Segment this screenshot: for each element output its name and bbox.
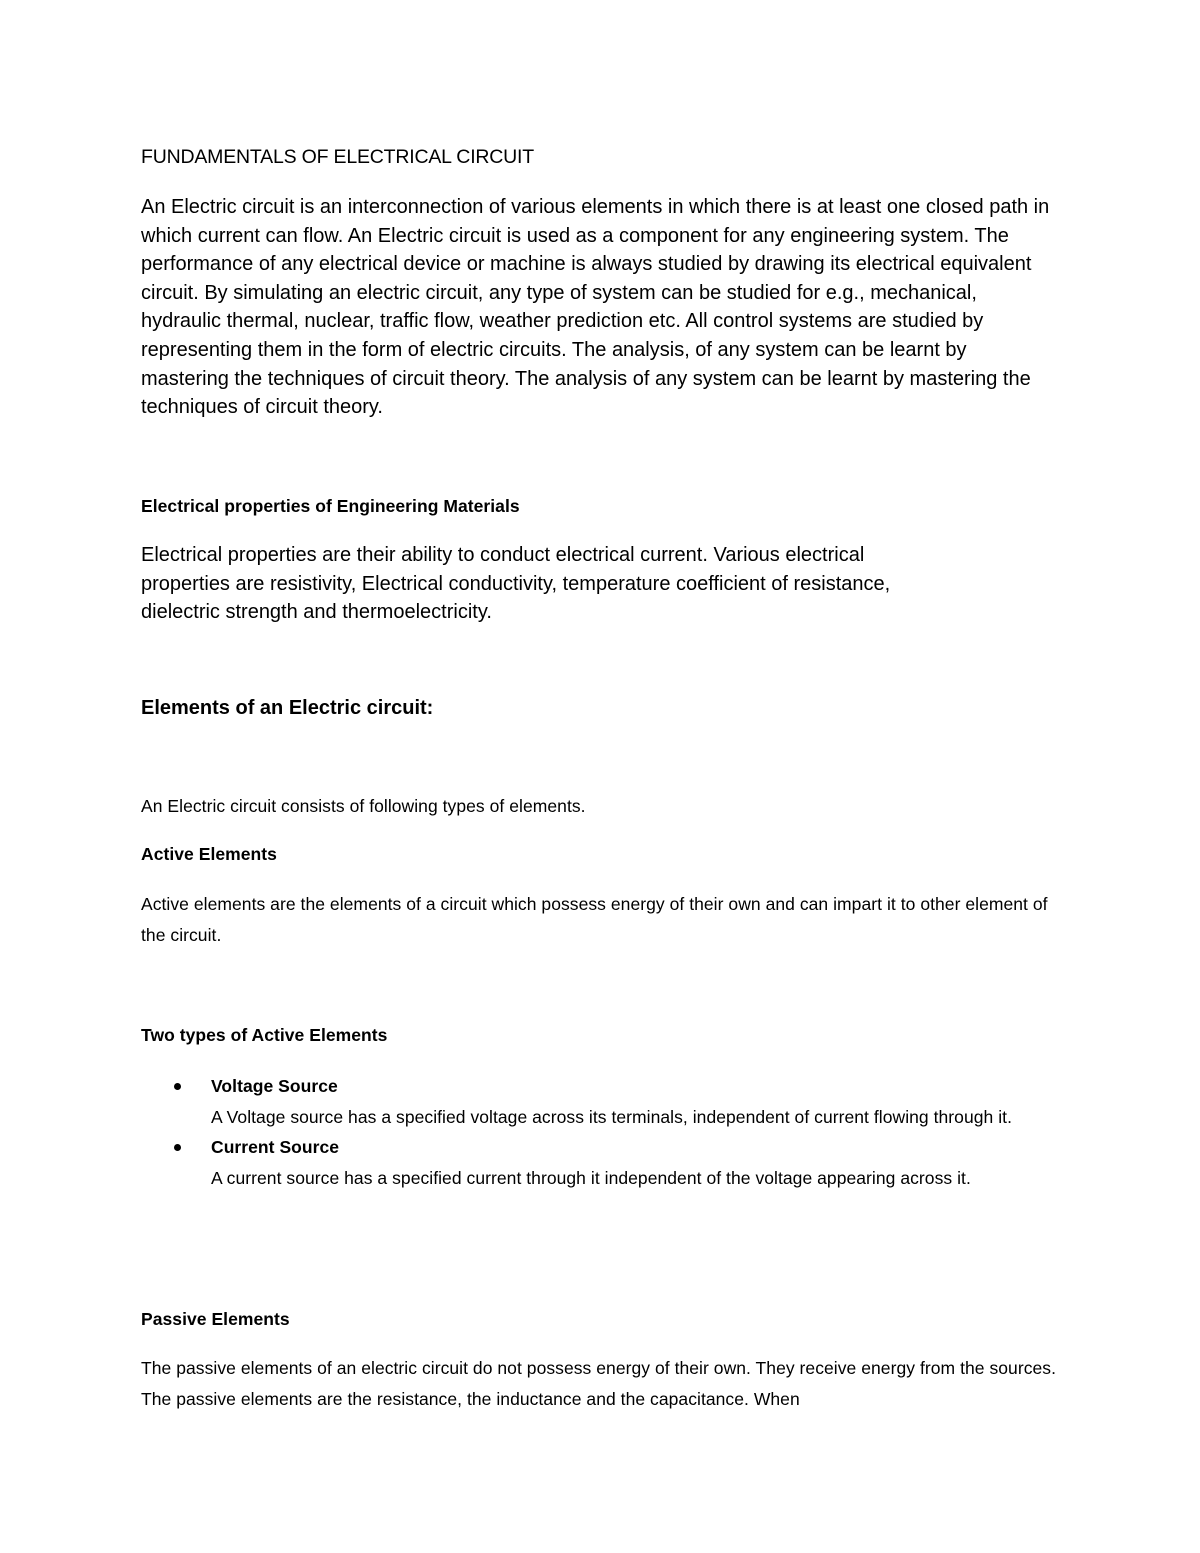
document-title: FUNDAMENTALS OF ELECTRICAL CIRCUIT	[141, 146, 534, 168]
bullet-icon	[174, 1144, 181, 1151]
active-types-heading: Two types of Active Elements	[141, 1025, 388, 1045]
bullet-icon	[174, 1083, 181, 1090]
passive-heading: Passive Elements	[141, 1309, 290, 1329]
active-heading: Active Elements	[141, 844, 277, 864]
current-source-description: A current source has a specified current through it independent of the voltage appearing across it.	[211, 1167, 971, 1188]
active-types-list	[141, 1071, 1061, 1193]
current-source-name: Current Source	[211, 1137, 340, 1157]
properties-heading: Electrical properties of Engineering Materials	[141, 496, 520, 516]
voltage-source-name: Voltage Source	[211, 1076, 338, 1096]
list-item-voltage-source	[141, 1071, 1061, 1132]
properties-paragraph: Electrical properties are their ability to conduct electrical current. Various electrical properties are resistivity, Electrical conductivity, temperature coefficient of resistance, dielectric strength and thermoelectricity.	[141, 544, 891, 624]
passive-paragraph: The passive elements of an electric circuit do not possess energy of their own. They receive energy from the sources. The passive elements are the resistance, the inductance and the capacitance. When	[141, 1358, 1056, 1409]
voltage-source-description: A Voltage source has a specified voltage across its terminals, independent of current flowing through it.	[211, 1106, 1012, 1127]
elements-heading: Elements of an Electric circuit:	[141, 697, 434, 719]
elements-intro: An Electric circuit consists of following types of elements.	[141, 796, 586, 816]
active-paragraph: Active elements are the elements of a circuit which possess energy of their own and can impart it to other element of the circuit.	[141, 894, 1048, 945]
list-item-current-source	[141, 1132, 1061, 1193]
intro-paragraph: An Electric circuit is an interconnection of various elements in which there is at least one closed path in which current can flow. An Electric circuit is used as a component for any engineering system. The performance of any electrical device or machine is always studied by drawing its electrical equivalent circuit. By simulating an electric circuit, any type of system can be studied for e.g., mechanical, hydraulic thermal, nuclear, traffic flow, weather prediction etc. All control systems are studied by representing them in the form of electric circuits. The analysis, of any system can be learnt by mastering the techniques of circuit theory. The analysis of any system can be learnt by mastering the techniques of circuit theory.	[141, 196, 1050, 419]
